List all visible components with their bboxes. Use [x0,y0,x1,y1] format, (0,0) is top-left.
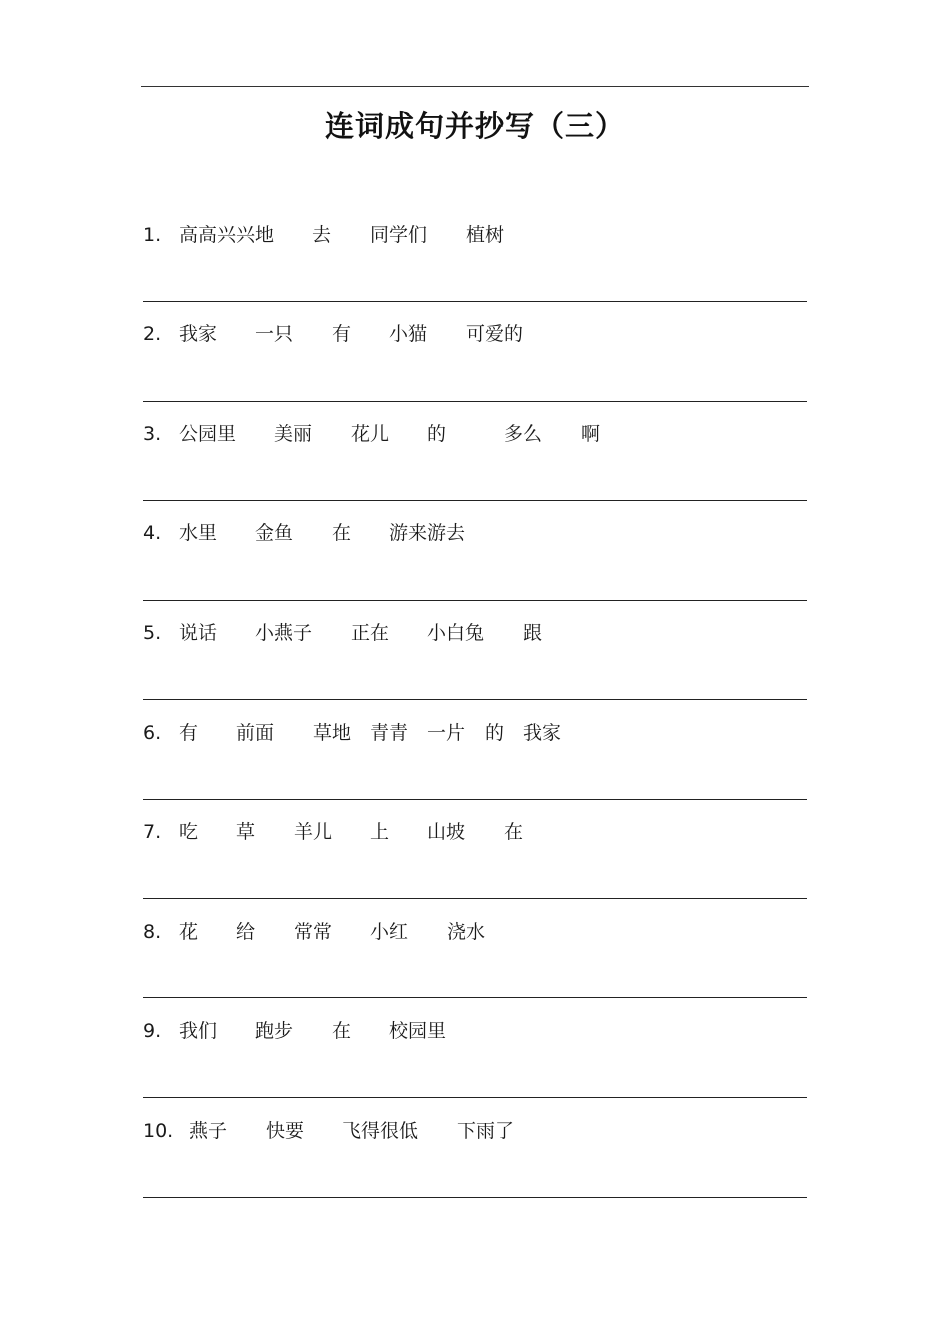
question-number: 7. [143,821,162,843]
word-card: 浇水 [447,921,486,943]
word-card: 常常 [294,921,333,943]
top-divider [141,86,809,87]
word-card: 给 [236,921,256,943]
word-card: 小红 [370,921,409,943]
answer-line-4[interactable] [143,600,807,601]
word-card: 去 [312,224,332,246]
word-card: 山坡 [427,821,466,843]
word-card: 在 [332,1020,352,1042]
word-card: 我家 [523,722,562,744]
word-card: 正在 [351,622,390,644]
word-card: 跑步 [255,1020,294,1042]
question-number: 1. [143,224,162,246]
word-card: 在 [504,821,524,843]
word-card: 一只 [255,323,294,345]
word-card: 的 [427,423,447,445]
question-number: 10. [143,1120,174,1142]
question-10 [143,1119,808,1143]
word-card: 下雨了 [457,1120,515,1142]
question-8 [143,920,808,944]
question-number: 8. [143,921,162,943]
word-card: 上 [370,821,390,843]
word-card: 草 [236,821,256,843]
question-1 [143,223,808,247]
answer-line-9[interactable] [143,1097,807,1098]
word-card: 可爱的 [466,323,524,345]
word-card: 一片 [427,722,466,744]
question-4 [143,521,808,545]
answer-line-3[interactable] [143,500,807,501]
word-card: 多么 [504,423,543,445]
word-card: 青青 [370,722,409,744]
word-card: 美丽 [274,423,313,445]
word-card: 高高兴兴地 [179,224,275,246]
word-card: 小白兔 [427,622,485,644]
word-card: 跟 [523,622,543,644]
word-card: 同学们 [370,224,428,246]
word-card: 小猫 [389,323,428,345]
question-number: 2. [143,323,162,345]
word-card: 水里 [179,522,218,544]
word-card: 金鱼 [255,522,294,544]
word-card: 校园里 [389,1020,447,1042]
answer-line-1[interactable] [143,301,807,302]
word-card: 有 [332,323,352,345]
word-card: 燕子 [189,1120,228,1142]
answer-line-5[interactable] [143,699,807,700]
answer-line-2[interactable] [143,401,807,402]
word-card: 我们 [179,1020,218,1042]
question-number: 3. [143,423,162,445]
question-7 [143,820,808,844]
word-card: 草地 [313,722,352,744]
word-card: 在 [332,522,352,544]
question-9 [143,1019,808,1043]
question-number: 9. [143,1020,162,1042]
word-card: 小燕子 [255,622,313,644]
question-2 [143,322,808,346]
question-number: 5. [143,622,162,644]
question-number: 6. [143,722,162,744]
question-5 [143,621,808,645]
word-card: 啊 [581,423,601,445]
word-card: 花 [179,921,199,943]
page-title: 连词成句并抄写（三） [324,109,625,143]
word-card: 花儿 [351,423,390,445]
word-card: 有 [179,722,199,744]
word-card: 吃 [179,821,199,843]
answer-line-8[interactable] [143,997,807,998]
question-6 [143,721,808,745]
word-card: 快要 [266,1120,305,1142]
answer-line-6[interactable] [143,799,807,800]
word-card: 公园里 [179,423,237,445]
word-card: 羊儿 [294,821,333,843]
word-card: 说话 [179,622,218,644]
answer-line-10[interactable] [143,1197,807,1198]
word-card: 前面 [236,722,275,744]
answer-line-7[interactable] [143,898,807,899]
word-card: 的 [485,722,505,744]
word-card: 植树 [466,224,505,246]
word-card: 我家 [179,323,218,345]
question-number: 4. [143,522,162,544]
word-card: 游来游去 [389,522,466,544]
question-3 [143,422,808,446]
word-card: 飞得很低 [342,1120,419,1142]
